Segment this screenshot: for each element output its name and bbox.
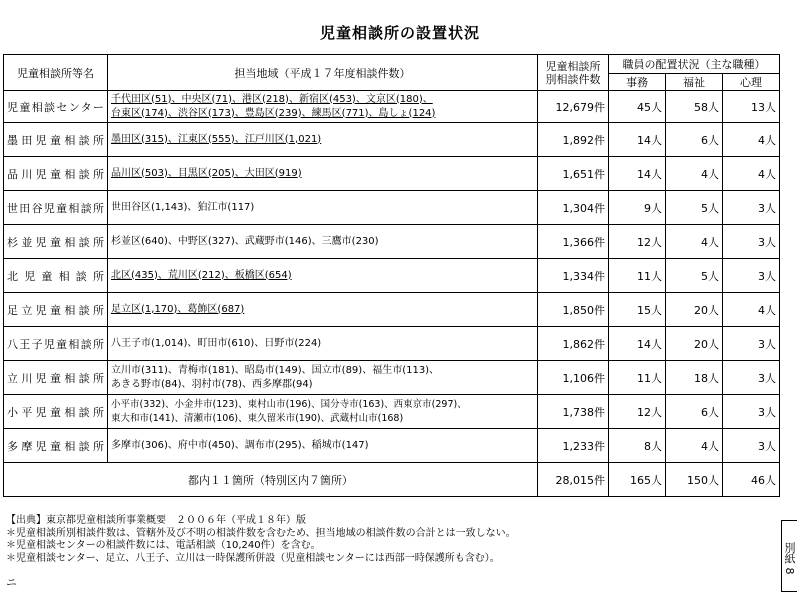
row-name: 足立児童相談所 xyxy=(4,293,108,327)
header-jimu: 事務 xyxy=(609,74,666,91)
footnote-1: ＊児童相談所別相談件数は、管轄外及び不明の相談件数を含むため、担当地域の相談件数の合計とは一致しない。 xyxy=(6,527,516,539)
header-name: 児童相談所等名 xyxy=(4,55,108,91)
row-shinri: 3人 xyxy=(723,259,780,293)
row-jimu: 11人 xyxy=(609,361,666,395)
row-area: 八王子市(1,014)、町田市(610)、日野市(224) xyxy=(108,327,538,361)
row-name: 品川児童相談所 xyxy=(4,157,108,191)
row-fukushi: 20人 xyxy=(666,327,723,361)
row-jimu: 9人 xyxy=(609,191,666,225)
row-cases: 1,862件 xyxy=(538,327,609,361)
table-row xyxy=(4,361,780,395)
row-shinri: 3人 xyxy=(723,191,780,225)
row-name: 世田谷児童相談所 xyxy=(4,191,108,225)
table-row xyxy=(4,327,780,361)
page-title: 児童相談所の設置状況 xyxy=(319,24,480,42)
row-shinri: 3人 xyxy=(723,225,780,259)
row-name: 墨田児童相談所 xyxy=(4,123,108,157)
row-area: 品川区(503)、目黒区(205)、大田区(919) xyxy=(108,157,538,191)
row-fukushi: 5人 xyxy=(666,259,723,293)
row-cases: 1,366件 xyxy=(538,225,609,259)
row-cases: 1,651件 xyxy=(538,157,609,191)
row-shinri: 3人 xyxy=(723,395,780,429)
page-mark: ニ xyxy=(6,576,17,589)
row-area: 杉並区(640)、中野区(327)、武蔵野市(146)、三鷹市(230) xyxy=(108,225,538,259)
row-area: 多摩市(306)、府中市(450)、調布市(295)、稲城市(147) xyxy=(108,429,538,463)
row-jimu: 15人 xyxy=(609,293,666,327)
header-staff: 職員の配置状況（主な職種） xyxy=(609,55,780,74)
row-fukushi: 4人 xyxy=(666,225,723,259)
row-shinri: 3人 xyxy=(723,429,780,463)
row-area: 千代田区(51)、中央区(71)、港区(218)、新宿区(453)、文京区(180)、 台東区(174)、渋谷区(173)、豊島区(239)、練馬区(771)、島しょ(124) xyxy=(108,91,538,123)
table-row xyxy=(4,293,780,327)
footnotes xyxy=(6,515,516,565)
row-name: 北児童相談所 xyxy=(4,259,108,293)
facility-table xyxy=(3,54,780,497)
row-fukushi: 20人 xyxy=(666,293,723,327)
row-cases: 1,334件 xyxy=(538,259,609,293)
row-jimu: 12人 xyxy=(609,395,666,429)
row-shinri: 3人 xyxy=(723,361,780,395)
total-label: 都内１１箇所（特別区内７箇所） xyxy=(4,463,538,497)
row-name: 立川児童相談所 xyxy=(4,361,108,395)
row-cases: 12,679件 xyxy=(538,91,609,123)
table-row xyxy=(4,191,780,225)
header-fukushi: 福祉 xyxy=(666,74,723,91)
header-area: 担当地域（平成１７年度相談件数） xyxy=(108,55,538,91)
row-jimu: 45人 xyxy=(609,91,666,123)
row-shinri: 4人 xyxy=(723,123,780,157)
table-row xyxy=(4,259,780,293)
row-fukushi: 5人 xyxy=(666,191,723,225)
header-cases: 児童相談所 別相談件数 xyxy=(538,55,609,91)
footnote-source: 【出典】東京都児童相談所事業概要 ２００６年（平成１８年）版 xyxy=(6,515,306,526)
row-cases: 1,738件 xyxy=(538,395,609,429)
row-name: 小平児童相談所 xyxy=(4,395,108,429)
row-cases: 1,850件 xyxy=(538,293,609,327)
row-cases: 1,106件 xyxy=(538,361,609,395)
table-row xyxy=(4,429,780,463)
row-name: 八王子児童相談所 xyxy=(4,327,108,361)
total-row xyxy=(4,463,780,497)
row-area: 北区(435)、荒川区(212)、板橋区(654) xyxy=(108,259,538,293)
header-shinri: 心理 xyxy=(723,74,780,91)
row-jimu: 14人 xyxy=(609,123,666,157)
footnote-3: ＊児童相談センター、足立、八王子、立川は一時保護所併設（児童相談センターには西部一時保護所も含む）。 xyxy=(6,552,500,564)
row-cases: 1,304件 xyxy=(538,191,609,225)
row-jimu: 14人 xyxy=(609,327,666,361)
row-fukushi: 6人 xyxy=(666,395,723,429)
row-cases: 1,233件 xyxy=(538,429,609,463)
table-row xyxy=(4,395,780,429)
table-row xyxy=(4,91,780,123)
row-jimu: 12人 xyxy=(609,225,666,259)
row-shinri: 13人 xyxy=(723,91,780,123)
row-jimu: 11人 xyxy=(609,259,666,293)
row-jimu: 14人 xyxy=(609,157,666,191)
row-fukushi: 6人 xyxy=(666,123,723,157)
row-area: 世田谷区(1,143)、狛江市(117) xyxy=(108,191,538,225)
row-area: 立川市(311)、青梅市(181)、昭島市(149)、国立市(89)、福生市(113)、 あきる野市(84)、羽村市(78)、西多摩郡(94) xyxy=(108,361,538,395)
row-name: 多摩児童相談所 xyxy=(4,429,108,463)
row-shinri: 4人 xyxy=(723,157,780,191)
total-cases: 28,015件 xyxy=(538,463,609,497)
row-shinri: 4人 xyxy=(723,293,780,327)
row-fukushi: 4人 xyxy=(666,157,723,191)
side-tab-label: 別紙 8 xyxy=(781,520,797,592)
row-fukushi: 58人 xyxy=(666,91,723,123)
table-row xyxy=(4,157,780,191)
footnote-2: ＊児童相談センターの相談件数には、電話相談（10,240件）を含む。 xyxy=(6,540,321,551)
table-row xyxy=(4,225,780,259)
total-jimu: 165人 xyxy=(609,463,666,497)
row-cases: 1,892件 xyxy=(538,123,609,157)
row-name: 杉並児童相談所 xyxy=(4,225,108,259)
table-row xyxy=(4,123,780,157)
row-fukushi: 18人 xyxy=(666,361,723,395)
row-area: 墨田区(315)、江東区(555)、江戸川区(1,021) xyxy=(108,123,538,157)
total-shinri: 46人 xyxy=(723,463,780,497)
row-shinri: 3人 xyxy=(723,327,780,361)
row-name: 児童相談センター xyxy=(4,91,108,123)
row-fukushi: 4人 xyxy=(666,429,723,463)
total-fukushi: 150人 xyxy=(666,463,723,497)
row-area: 足立区(1,170)、葛飾区(687) xyxy=(108,293,538,327)
row-jimu: 8人 xyxy=(609,429,666,463)
row-area: 小平市(332)、小金井市(123)、東村山市(196)、国分寺市(163)、西東京市(297)、 東大和市(141)、清瀬市(106)、東久留米市(190)、武蔵村山市(168) xyxy=(108,395,538,429)
